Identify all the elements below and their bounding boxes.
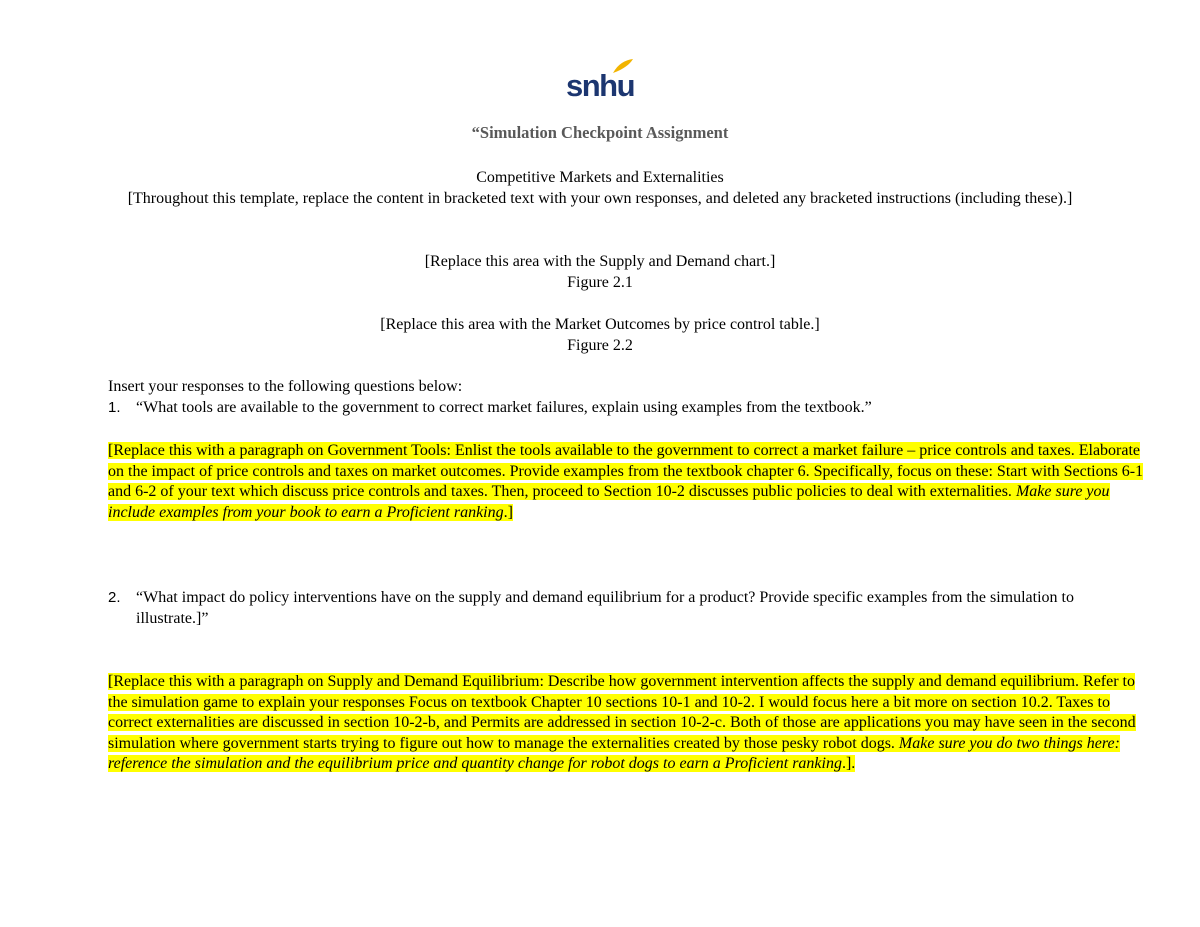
figure-caption-2-2: Figure 2.2 <box>567 337 633 354</box>
snhu-logo <box>560 58 640 106</box>
chart-placeholder: [Replace this area with the Supply and Demand chart.] <box>424 253 776 270</box>
question-2-text: “What impact do policy interventions have on the supply and demand equilibrium for a product? Provide specific examples from the simulation to illustrate.]” <box>136 589 1074 627</box>
answer-2-text <box>108 673 1136 772</box>
answer-2-italic: Make sure you do two things here: reference the simulation and the equilibrium price and quantity change for robot dogs to earn a Proficient ranking <box>108 734 1120 772</box>
answer-2-body: [Replace this with a paragraph on Supply and Demand Equilibrium: Describe how government intervention affects the supply and demand equilibrium. Refer to the simulation game to explain your responses Focus on textbook Chapter 10 sections 10-1 and 10-2. I would focus here a bit more on section 10.2. Taxes to correct externalities are discussed in section 10-2-b, and Permits are addressed in section 10-2-c. Both of those are applications you may have seen in the second simulation where government starts trying to figure out how to manage the externalities created by those pesky robot dogs. <box>108 673 1136 752</box>
answer-2-end: .]. <box>841 755 856 772</box>
answer-1-end: .] <box>503 503 513 521</box>
question-1 <box>108 398 1118 419</box>
answer-1-placeholder <box>108 441 1153 523</box>
question-2-number: 2. <box>108 589 121 606</box>
answer-2-placeholder <box>108 672 1153 775</box>
template-instructions: [Throughout this template, replace the content in bracketed text with your own responses, and deleted any bracketed instructions (including these).] <box>127 190 1073 207</box>
table-placeholder: [Replace this area with the Market Outcomes by price control table.] <box>380 316 820 333</box>
logo-text: snhu <box>566 68 635 103</box>
question-2 <box>108 588 1118 629</box>
document-title: “Simulation Checkpoint Assignment <box>471 123 729 142</box>
question-1-number: 1. <box>108 399 121 416</box>
question-1-text: “What tools are available to the government to correct market failures, explain using examples from the textbook.” <box>136 399 872 416</box>
answer-1-text <box>108 442 1143 521</box>
questions-intro: Insert your responses to the following questions below: <box>108 378 463 395</box>
answer-1-body: [Replace this with a paragraph on Government Tools: Enlist the tools available to the government to correct a market failure – price controls and taxes. Elaborate on the impact of price controls and taxes on market outcomes. Provide examples from the textbook chapter 6. Specifically, focus on these: Start with Sections 6-1 and 6-2 of your text which discuss price controls and taxes. Then, proceed to Section 10-2 discusses public policies to deal with externalities. <box>108 442 1144 500</box>
answer-1-italic: Make sure you include examples from your book to earn a Proficient ranking <box>108 483 1110 521</box>
figure-caption-2-1: Figure 2.1 <box>567 274 633 291</box>
document-subtitle: Competitive Markets and Externalities <box>476 169 724 186</box>
